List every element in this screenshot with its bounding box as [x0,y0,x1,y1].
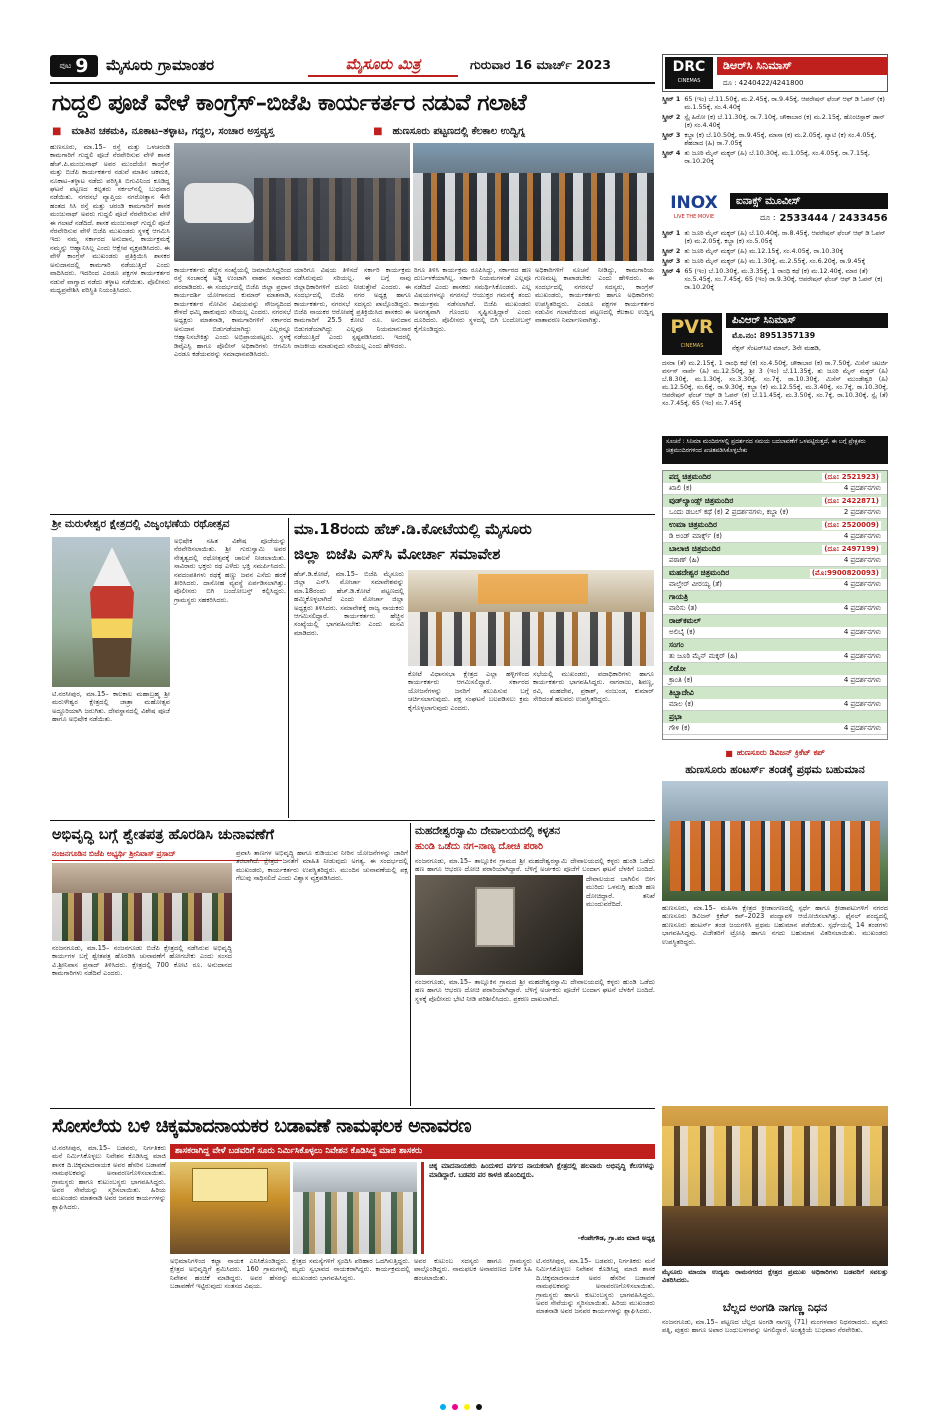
listing-theatre-phone: (ದೂ: 2497199) [824,544,879,553]
cinema-listings [662,470,888,740]
event-caption: ಮೈಸೂರು ಮಾಯಾ ಉದ್ಯಮ ರಾಮನಗರದ ಕ್ಷೇತ್ರದ ಪ್ರಮುಖ ಅಧಿಕಾರಿಗಳು ಬಡವರಿಗೆ ಸವಲತ್ತು ವಿತರಿಸಿದರು. [662,1268,888,1285]
listing-theatre-name: ಬಾಲಾಜಿ ಚಿತ್ರಮಂದಿರ [669,544,721,553]
drc-logo: DRC CINEMAS [665,57,713,89]
event-photo [662,1106,888,1266]
listing-header [663,663,887,675]
masthead-rule [50,82,655,84]
listing-header [663,711,887,723]
listing-row [663,723,887,735]
pvr-title: ಪಿವಿಆರ್ ಸಿನಿಮಾಸ್ [726,313,888,328]
sosale-quote-box [421,1162,655,1254]
pvr-phone: ಮೊ.ನಂ: 8951357139 [732,331,816,340]
sosale-banner: ಶಾಸಕರಾಗಿದ್ದ ವೇಳೆ ಬಡವರಿಗೆ ಸೂರು ನಿರ್ಮಿಸಿಕೊಳ್ಳಲು ನಿವೇಶನ ಕೊಡಿಸಿದ್ದ ಮಾಜಿ ಶಾಸಕರು [170,1144,655,1159]
issue-date: ಗುರುವಾರ 16 ಮಾರ್ಚ್ 2023 [470,57,611,72]
bjp-col-3: ಸಭೆಯಲ್ಲಿ ಮುಖಂಡರು, ಪದಾಧಿಕಾರಿಗಳು ಹಾಗೂ ಕಾರ್ಯಕರ್ತರು ಭಾಗವಹಿಸಿದ್ದರು. ನಾಗರಾಜು, ಶಿವಣ್ಣ, ರವಿ, ಮಹದೇವ, ಪ್ರಕಾಶ್, ನಂಜುಂಡ, ಕುಮಾರ್ ಸೇರಿದಂತೆ ಹಲವರು ಉಪಸ್ಥಿತರಿದ್ದರು. [533,670,654,704]
listing-shows: 4 ಪ್ರದರ್ಶನಗಳು [843,532,881,540]
drc-showtimes [662,95,888,187]
listing-film: ಗೌಳಿ (ಕ) [669,724,691,732]
listing-row [663,651,887,663]
drc-screen-label: ಸ್ಕ್ರೀನ್ 1 [662,95,681,103]
crowd-shape [662,1126,888,1206]
inox-phone: 2533444 / 2433456 [779,212,888,224]
chariot-shape [90,547,134,677]
cricket-photo [662,781,888,901]
cricket-kicker: ಹುಣಸೂರು ಡಿವಿಜನ್ ಕ್ರಿಕೆಟ್ ಕಪ್ [736,748,825,757]
lead-col-4: ರಿಗೂ ತಿಳಿಸಿ ಕಾರ್ಯಕ್ರಮ ರೂಪಿಸಿದ್ದು, ಸರ್ಕಾರದ ಹಣ ದುರ್ಬಳಕೆಯಾಗಿಲ್ಲ. ಸರ್ಕಾರಿ ನಿಯಮಗಳಂತೆ ಎಲ್ಲವೂ ನಡೆದಿದೆ ಎಂದು ಶಾಸಕರು ಸಮರ್ಥಿಸಿಕೊಂಡರು. ಎಲ್ಲ ವಿಷಯಗಳನ್ನೂ ನಗರಸಭೆ ಆಯುಕ್ತರ ಗಮನಕ್ಕೆ ತಂದು ಕಾರ್ಯಕ್ರಮ ನಡೆಸಲಾಗಿದೆ. ಬಿಜೆಪಿ ಮುಖಂಡರು ಅನಗತ್ಯವಾಗಿ ಗೊಂದಲ ಸೃಷ್ಟಿಸುತ್ತಿದ್ದಾರೆ ಎಂದು ದೂರಿದರು. ಪೊಲೀಸರು ಸ್ಥಳದಲ್ಲಿ ಬಿಗಿ ಬಂದೋಬಸ್ತ್ ಕೈಗೊಂಡಿದ್ದರು. [414,266,531,333]
listing-shows: 4 ಪ್ರದರ್ಶನಗಳು [843,580,881,588]
sosale-photo-2 [293,1162,417,1254]
listing-theatre-name: ಸಂಗಂ [669,640,684,649]
page-label: ಪುಟ [59,61,72,70]
listing-theatre-name: ಪ್ರಭಾ [669,712,682,721]
paper-name: ಮೈಸೂರು ಮಿತ್ರ [308,55,458,77]
page-number-badge [50,55,98,77]
listing-film: ಪಠಾಣ್ (ಹಿ) [669,556,700,564]
listing-shows: 2 ಪ್ರದರ್ಶನಗಳು [843,508,881,516]
inox-showtimes [662,229,888,311]
magenta-mark [452,1404,458,1410]
sosale-col-3: ಕ್ಷೇತ್ರದ ಸಮಸ್ಯೆಗಳಿಗೆ ಸ್ಪಂದಿಸಿ ಪರಿಹಾರ ಒದಗಿಸುತ್ತಿದ್ದರು. ಮೃದು ಸ್ವಭಾವದ ನಾಯಕರಾಗಿದ್ದರು. ಕಾರ್ಯಕ್ರಮದಲ್ಲಿ ಮುಖಂಡರು ಭಾಗವಹಿಸಿದ್ದರು. [292,1257,410,1282]
bjp-col-2: ಕೋಟೆ ವಿಧಾನಸಭಾ ಕ್ಷೇತ್ರದ ಎಲ್ಲಾ ಹಳ್ಳಿಗಳಿಂದ ಕಾರ್ಯಕರ್ತರು ಆಗಮಿಸಲಿದ್ದಾರೆ. ಸರ್ಕಾರದ ಯೋಜನೆಗಳನ್ನು ಜನರಿಗೆ ತಲುಪಿಸುವ ಬಗ್ಗೆ ಚರ್ಚಿಸಲಾಗುವುದು. ಪಕ್ಷ ಸಂಘಟನೆ ಬಲಪಡಿಸಲು ಕ್ರಮ ಕೈಗೊಳ್ಳಲಾಗುವುದು ಎಂದರು. [408,670,529,712]
crowd-shape [413,173,654,261]
bullet-icon: ■ [373,125,383,137]
inox-row [662,247,888,255]
inox-screen-label: ಸ್ಕ್ರೀನ್ 2 [662,247,681,255]
divider [50,820,655,821]
lead-sub-2: ಹುಣಸೂರು ಪಟ್ಟಣದಲ್ಲಿ ಕೆಲಕಾಲ ಉದ್ವಿಗ್ನ [392,125,525,137]
drc-screen-times: ಕಬ್ಜಾ (ಕ) ಬೆ.10.50ಕ್ಕೆ, ರಾ.9.45ಕ್ಕೆ, ಮಾಸಾ (ಕ) ಮ.2.05ಕ್ಕೆ, ಪ್ಯಾಟಿ (ಕ) ಸಂ.4.05ಕ್ಕೆ, ಶೆಹಜಾದ (ಹಿ) ರಾ.7.05ಕ್ಕೆ [684,131,877,147]
theft-photo [415,875,583,975]
listing-shows: 4 ಪ್ರದರ್ಶನಗಳು [843,556,881,564]
drc-row [662,95,888,111]
obituary-body: ನಂಜನಗೂಡು, ಮಾ.15– ಪಟ್ಟಣದ ಬೆಲ್ಲದ ಅಂಗಡಿ ನಾಗಣ್ಣ (71) ಮಂಗಳವಾರ ನಿಧನರಾದರು. ಮೃತರು ಪತ್ನಿ, ಪುತ್ರರು ಹಾಗೂ ಅಪಾರ ಬಂಧುಬಳಗವನ್ನು ಅಗಲಿದ್ದಾರೆ. ಅಂತ್ಯಕ್ರಿಯೆ ಬುಧವಾರ ನೆರವೇರಿತು. [662,1318,888,1335]
listing-theatre-name: ವುಡ್‌ಲ್ಯಾಂಡ್ಸ್ ಚಿತ್ರಮಂದಿರ [669,496,734,505]
inox-screen-times: ತು ಜೂಠಿ ಮೈನ್ ಮಕ್ಕರ್ (ಹಿ) ಮ.12.15ಕ್ಕೆ, ಸಂ.4.05ಕ್ಕೆ, ರಾ.10.30ಕ್ಕೆ [684,247,844,255]
listing-shows: 4 ಪ್ರದರ್ಶನಗಳು [843,652,881,660]
sosale-col-5: ಟಿ.ನರಸೀಪುರ, ಮಾ.15– ಬಡವರು, ನಿರ್ಗತಿಕರು ಮನೆ ನಿರ್ಮಿಸಿಕೊಳ್ಳಲು ನಿವೇಶನ ಕೊಡಿಸಿದ್ದ ಮಾಜಿ ಶಾಸಕ ದಿ.ಚಿಕ್ಕಮಾದನಾಯಕ ಅವರ ಹೆಸರಿನ ಬಡಾವಣೆ ನಾಮಫಲಕವನ್ನು ಅನಾವರಣಗೊಳಿಸಲಾಯಿತು. ಗ್ರಾಮಸ್ಥರು ಹಾಗೂ ಕುಟುಂಬಸ್ಥರು ಭಾಗವಹಿಸಿದ್ದರು. ಅವರ ಸೇವೆಯನ್ನು ಸ್ಮರಿಸಲಾಯಿತು. ಹಿರಿಯ ಮುಖಂಡರು ಮಾತನಾಡಿ ಅವರ ಜನಪರ ಕಾರ್ಯಗಳನ್ನು ಶ್ಲಾಘಿಸಿದರು. [536,1257,655,1316]
yellow-mark [464,1404,470,1410]
inox-screen-label: ಸ್ಕ್ರೀನ್ 4 [662,267,681,275]
listing-row [663,531,887,543]
obituary-headline: ಬೆಲ್ಲದ ಅಂಗಡಿ ನಾಗಣ್ಣ ನಿಧನ [722,1301,828,1314]
listing-shows: 4 ಪ್ರದರ್ಶನಗಳು [843,628,881,636]
lead-photo-2 [413,143,654,261]
listing-header [663,687,887,699]
cyan-mark [440,1404,446,1410]
listing-row [663,699,887,711]
listing-theatre-name: ಗಾಯತ್ರಿ [669,592,689,601]
crowd-shape [408,612,654,666]
listing-header [663,639,887,651]
lead-subheads [52,122,655,140]
pvr-note: ಸೂಚನೆ : ಸಿನಿಮಾ ಮಂದಿರಗಳಲ್ಲಿ ಪ್ರದರ್ಶನದ ಸಮಯ ಬದಲಾವಣೆಗೆ ಒಳಪಟ್ಟಿರುತ್ತದೆ, ಈ ಬಗ್ಗೆ ಪ್ರೇಕ್ಷಕರು ಚಿತ್ರಮಂದಿರಗಳಿಂದ ಖಚಿತಪಡಿಸಿಕೊಳ್ಳಬೇಕು [662,436,888,464]
crowd-shape [254,178,410,261]
vertical-divider [288,518,289,818]
listing-shows: 4 ಪ್ರದರ್ಶನಗಳು [843,484,881,492]
listing-theatre-name: ಉಮಾ ಚಿತ್ರಮಂದಿರ [669,520,717,529]
listing-theatre-name: ಮಹದೇಶ್ವರ ಚಿತ್ರಮಂದಿರ [669,568,730,577]
divider [50,514,655,515]
listing-film: ಒಂದು ಡಬಲ್ ಕಥೆ (ಕ) 2 ಪ್ರದರ್ಶನಗಳು, ಕಬ್ಜಾ (ಕ) [669,508,789,516]
inox-screen-label: ಸ್ಕ್ರೀನ್ 3 [662,257,681,265]
crowd-shape [52,893,232,941]
inox-header [662,193,888,227]
temple-photo [52,537,170,687]
plaque-shape [192,1168,268,1202]
listing-film: ಕ್ರಾಂತಿ (ಕ) [669,676,693,684]
masthead [50,53,655,81]
sosale-photo-1 [170,1162,290,1254]
listing-film: ತು ಜೂಠಿ ಮೈನ್ ಮಕ್ಕರ್ (ಹಿ) [669,652,738,660]
listing-row [663,555,887,567]
section-title: ಮೈಸೂರು ಗ್ರಾಮಾಂತರ [106,56,215,74]
listing-film: ಅಲಿಬೈ (ಕ) [669,628,696,636]
bjp-headline-2: ಜಿಲ್ಲಾ ಬಿಜೆಪಿ ಎಸ್‌ಸಿ ಮೋರ್ಚಾ ಸಮಾವೇಶ [294,545,501,563]
listing-header [663,471,887,483]
listing-header [663,519,887,531]
pvr-header [662,313,888,357]
listing-row [663,627,887,639]
listing-theatre-phone: (ದೂ: 2422871) [824,496,879,505]
listing-row [663,675,887,687]
listing-header [663,591,887,603]
inox-screen-label: ಸ್ಕ್ರೀನ್ 1 [662,229,681,237]
drc-screen-label: ಸ್ಕ್ರೀನ್ 2 [662,113,681,121]
listing-film: ಡಿ ಅಂಡ್ ಮಾರ್ಕ್ಸ್ (ಕ) [669,532,722,540]
shwetha-photo [52,863,232,941]
theft-col-3: ನಂಜನಗೂಡು, ಮಾ.15– ತಾಲ್ಲೂಕಿನ ಗ್ರಾಮದ ಶ್ರೀ ಮಹದೇಶ್ವರಸ್ವಾಮಿ ದೇವಾಲಯದಲ್ಲಿ ಕಳ್ಳರು ಹುಂಡಿ ಒಡೆದು ಹಣ ಹಾಗೂ ಆಭರಣ ದೋಚಿ ಪರಾರಿಯಾಗಿದ್ದಾರೆ. ಬೆಳಿಗ್ಗೆ ಅರ್ಚಕರು ಪೂಜೆಗೆ ಬಂದಾಗ ಘಟನೆ ಬೆಳಕಿಗೆ ಬಂದಿದೆ. ಸ್ಥಳಕ್ಕೆ ಪೊಲೀಸರು ಭೇಟಿ ನೀಡಿ ಪರಿಶೀಲಿಸಿದರು. ಪ್ರಕರಣ ದಾಖಲಾಗಿದೆ. [415,978,655,1003]
drc-screen-times: 65 (ಇಂ) ಬೆ.11.50ಕ್ಕೆ, ಮ.2.45ಕ್ಕೆ, ರಾ.9.45ಕ್ಕೆ, ಆಪರೇಷನ್ ಫೆಂಚ್ ಆಫ್ ಡಿ ಓಪನ್ (ಕ) ಮ.1.55ಕ್ಕೆ, ಸಂ.4.40ಕ್ಕೆ [684,95,885,111]
lead-headline: ಗುದ್ದಲಿ ಪೂಜೆ ವೇಳೆ ಕಾಂಗ್ರೆಸ್–ಬಿಜೆಪಿ ಕಾರ್ಯಕರ್ತರ ನಡುವೆ ಗಲಾಟೆ [52,90,527,116]
theft-col-1: ನಂಜನಗೂಡು, ಮಾ.15– ತಾಲ್ಲೂಕಿನ ಗ್ರಾಮದ ಶ್ರೀ ಮಹದೇಶ್ವರಸ್ವಾಮಿ ದೇವಾಲಯದಲ್ಲಿ ಕಳ್ಳರು ಹುಂಡಿ ಒಡೆದು ಹಣ ಹಾಗೂ ಆಭರಣ ದೋಚಿ ಪರಾರಿಯಾಗಿದ್ದಾರೆ. ಬೆಳಿಗ್ಗೆ ಅರ್ಚಕರು ಪೂಜೆಗೆ ಬಂದಾಗ ಘಟನೆ ಬೆಳಕಿಗೆ ಬಂದಿದೆ. [415,857,655,874]
black-mark [476,1404,482,1410]
inox-row [662,267,888,291]
listing-header [663,495,887,507]
inox-phone-row: ದೂ : 2533444 / 2433456 [760,212,888,224]
listing-row [663,483,887,495]
cricket-headline: ಹುಣಸೂರು ಹಂಟರ್ಸ್ ತಂಡಕ್ಕೆ ಪ್ರಥಮ ಬಹುಮಾನ [685,763,865,776]
listing-shows: 4 ಪ್ರದರ್ಶನಗಳು [843,676,881,684]
lead-sub-1: ಮಾತಿನ ಚಕಮಕಿ, ನೂಕಾಟ–ತಳ್ಳಾಟ, ಗದ್ದಲ, ಸಂಚಾರ ಅಸ್ತವ್ಯಸ್ತ [71,125,274,137]
bjp-col-1: ಹೆಚ್.ಡಿ.ಕೋಟೆ, ಮಾ.15– ಬಿಜೆಪಿ ಮೈಸೂರು ಜಿಲ್ಲಾ ಎಸ್‌ಸಿ ಮೋರ್ಚಾ ಸಮಾವೇಶವನ್ನು ಮಾ.18ರಂದು ಹೆಚ್.ಡಿ.ಕೋಟೆ ಪಟ್ಟಣದಲ್ಲಿ ಹಮ್ಮಿಕೊಳ್ಳಲಾಗಿದೆ ಎಂದು ಮೋರ್ಚಾ ಜಿಲ್ಲಾ ಅಧ್ಯಕ್ಷರು ತಿಳಿಸಿದರು. ಸಮಾವೇಶಕ್ಕೆ ರಾಜ್ಯ ನಾಯಕರು ಆಗಮಿಸಲಿದ್ದಾರೆ. ಕಾರ್ಯಕರ್ತರು ಹೆಚ್ಚಿನ ಸಂಖ್ಯೆಯಲ್ಲಿ ಭಾಗವಹಿಸಬೇಕು ಎಂದು ಮನವಿ ಮಾಡಿದರು. [294,570,404,637]
crowd-shape [293,1192,417,1254]
temple-headline: ಶ್ರೀ ಮರುಳೇಶ್ವರ ಕ್ಷೇತ್ರದಲ್ಲಿ ವಿಜೃಂಭಣೆಯ ರಥೋತ್ಸವ [52,518,230,530]
lead-photo-1 [174,143,410,261]
registration-marks [440,1404,500,1412]
listing-header [663,543,887,555]
sosale-col-1: ಟಿ.ನರಸೀಪುರ, ಮಾ.15– ಬಡವರು, ನಿರ್ಗತಿಕರು ಮನೆ ನಿರ್ಮಿಸಿಕೊಳ್ಳಲು ನಿವೇಶನ ಕೊಡಿಸಿದ್ದ ಮಾಜಿ ಶಾಸಕ ದಿ.ಚಿಕ್ಕಮಾದನಾಯಕ ಅವರ ಹೆಸರಿನ ಬಡಾವಣೆ ನಾಮಫಲಕವನ್ನು ಅನಾವರಣಗೊಳಿಸಲಾಯಿತು. ಗ್ರಾಮಸ್ಥರು ಹಾಗೂ ಕುಟುಂಬಸ್ಥರು ಭಾಗವಹಿಸಿದ್ದರು. ಅವರ ಸೇವೆಯನ್ನು ಸ್ಮರಿಸಲಾಯಿತು. ಹಿರಿಯ ಮುಖಂಡರು ಮಾತನಾಡಿ ಅವರ ಜನಪರ ಕಾರ್ಯಗಳನ್ನು ಶ್ಲಾಘಿಸಿದರು. [52,1144,166,1211]
listing-row [663,579,887,591]
listing-header [663,615,887,627]
listing-shows: 4 ಪ್ರದರ್ಶನಗಳು [843,700,881,708]
bullet-icon: ■ [725,748,733,758]
bjp-photo [408,570,654,666]
bullet-icon: ■ [52,125,62,137]
drc-row [662,113,888,129]
listing-film: ವಾಲ್ತೇರ್ ವೀರಯ್ಯ (ತೆ) [669,580,722,588]
listing-shows: 4 ಪ್ರದರ್ಶನಗಳು [843,724,881,732]
cricket-body: ಹುಣಸೂರು, ಮಾ.15– ಮಹಿಳಾ ಕ್ಷೇತ್ರದ ಕ್ರೀಡಾಂಗಣದಲ್ಲಿ ಸ್ಪರ್ಧೆ ಹಾಗೂ ಕ್ರೀಡಾಪಟುಗಳಿಗೆ ನಗರದ ಹುಣಸೂರು ಡಿವಿಜನ್ ಕ್ರಿಕೆಟ್ ಕಪ್–2023 ಪಂದ್ಯಾವಳಿ ಆಯೋಜಿಸಲಾಗಿತ್ತು. ಫೈನಲ್ ಪಂದ್ಯದಲ್ಲಿ ಹುಣಸೂರು ಹಂಟರ್ಸ್ ತಂಡ ಜಯಗಳಿಸಿ ಪ್ರಥಮ ಬಹುಮಾನ ಪಡೆಯಿತು. ಸ್ಪರ್ಧೆಯಲ್ಲಿ 14 ತಂಡಗಳು ಭಾಗವಹಿಸಿದ್ದವು. ವಿಜೇತರಿಗೆ ಟ್ರೋಫಿ ಹಾಗೂ ನಗದು ಬಹುಮಾನ ವಿತರಿಸಲಾಯಿತು. ಮುಖಂಡರು ಉಪಸ್ಥಿತರಿದ್ದರು. [662,904,888,946]
inox-screen-times: 65 (ಇಂ) ಬೆ.10.30ಕ್ಕೆ, ಮ.3.35ಕ್ಕೆ, 1 ರಾಂಧಿ ಕಥೆ (ಕ) ಮ.12.40ಕ್ಕೆ, ಮಾರ (ತೆ) ಸಂ.5.45ಕ್ಕೆ, ಸಂ.7.45ಕ್ಕೆ, 65 (ಇಂ) ರಾ.9.30ಕ್ಕೆ, ಆಪರೇಷನ್ ಫೆಂಚ್ ಆಫ್ ಡಿ ಓಪನ್ (ಕ) ರಾ.10.20ಕ್ಕೆ [684,267,883,291]
listing-film: ಖಾಲಿ (ಕ) [669,484,692,492]
inox-title: ಐನಾಕ್ಸ್ ಮೂವೀಸ್ [730,193,888,209]
drc-header [662,54,888,92]
listing-theatre-name: ತಿಬ್ಬಾದೇವಿ [669,688,694,697]
listing-theatre-phone: (ದೂ: 2520009) [824,520,879,529]
temple-col-2: ಅಭಿಷೇಕ ಸಹಿತ ವಿಶೇಷ ಪೂಜೆಯನ್ನು ನೆರವೇರಿಸಲಾಯಿತು. ಶ್ರೀ ಗುರುಸ್ವಾಮಿ ಅವರ ನೇತೃತ್ವದಲ್ಲಿ ರಥೋತ್ಸವಕ್ಕೆ ಚಾಲನೆ ನೀಡಲಾಯಿತು. ಸಾವಿರಾರು ಭಕ್ತರು ರಥ ಎಳೆದು ಭಕ್ತಿ ಸಮರ್ಪಿಸಿದರು. ನವದಂಪತಿಗಳು ರಥಕ್ಕೆ ಹಣ್ಣು ಜವನ ಎಸೆದು ಹರಕೆ ತೀರಿಸಿದರು. ದಾಸೋಹ ವ್ಯವಸ್ಥೆ ಏರ್ಪಡಿಸಲಾಗಿತ್ತು. ಪೊಲೀಸರು ಬಿಗಿ ಬಂದೋಬಸ್ತ್ ಕಲ್ಪಿಸಿದ್ದರು. ಗ್ರಾಮಸ್ಥರು ಸಹಕರಿಸಿದರು. [174,537,286,604]
listing-row [663,507,887,519]
shwetha-col-1: ನಂಜನಗೂಡು, ಮಾ.15– ನಂಜನಗೂಡು ಬಿಜೆಪಿ ಕ್ಷೇತ್ರದಲ್ಲಿ ನಡೆಸಿರುವ ಅಭಿವೃದ್ಧಿ ಕಾರ್ಯಗಳ ಬಗ್ಗೆ ಶ್ವೇತಪತ್ರ ಹೊರಡಿಸಿ ಚುನಾವಣೆಗೆ ಹೋಗಬೇಕು ಎಂದು ಸಂಸದ ವಿ.ಶ್ರೀನಿವಾಸ ಪ್ರಸಾದ್ ತಿಳಿಸಿದರು. ಕ್ಷೇತ್ರದಲ್ಲಿ 700 ಕೋಟಿ ರೂ. ಅನುದಾನದ ಕಾಮಗಾರಿಗಳು ನಡೆದಿವೆ ಎಂದರು. [52,944,232,978]
sosale-quote-attrib: –ಕೆಂಪೇಗೌಡ, ಗ್ರಾ.ಪಂ ಮಾಜಿ ಅಧ್ಯಕ್ಷ [577,1234,655,1242]
shwetha-col-2: ಪ್ರವಾಸಿ ತಾಣಗಳ ಅಭಿವೃದ್ಧಿ ಹಾಗೂ ಕುಡಿಯುವ ನೀರಿನ ಯೋಜನೆಗಳನ್ನು ಜಾರಿಗೆ ತರಲಾಗಿದೆ. ಕ್ಷೇತ್ರದ ಜನತೆಗೆ ಮಾಹಿತಿ ನೀಡುವುದು ಅಗತ್ಯ. ಈ ಸಂದರ್ಭದಲ್ಲಿ ಮುಖಂಡರು, ಕಾರ್ಯಕರ್ತರು ಉಪಸ್ಥಿತರಿದ್ದರು. ಮುಂದಿನ ಚುನಾವಣೆಯಲ್ಲಿ ಪಕ್ಷ ಗೆಲುವು ಸಾಧಿಸಲಿದೆ ಎಂದು ವಿಶ್ವಾಸ ವ್ಯಕ್ತಪಡಿಸಿದರು. [236,849,408,883]
listing-row [663,603,887,615]
listing-header [663,567,887,579]
banner-shape [478,574,588,604]
car-shape [184,183,254,223]
inox-screen-times: ತು ಜೂಠಿ ಮೈನ್ ಮಕ್ಕರ್ (ಹಿ) ಬೆ.10.40ಕ್ಕೆ, ರಾ.8.45ಕ್ಕೆ, ಆಪರೇಷನ್ ಫೆಂಚ್ ಆಫ್ ಡಿ ಓಪನ್ (ಕ) ಮ.2.05ಕ್ಕೆ, ಕಬ್ಜಾ (ಕ) ಸಂ.5.05ಕ್ಕೆ [684,229,886,245]
lead-col-1: ಹುಣಸೂರು, ಮಾ.15– ರಸ್ತೆ ಮತ್ತು ಒಳಚರಂಡಿ ಕಾಮಗಾರಿಗೆ ಗುದ್ದಲಿ ಪೂಜೆ ನೆರವೇರಿಸುವ ವೇಳೆ ಶಾಸಕ ಹೆಚ್.ಪಿ.ಮಂಜುನಾಥ್ ಅವರ ಮುಂದೆಯೇ ಕಾಂಗ್ರೆಸ್ ಮತ್ತು ಬಿಜೆಪಿ ಕಾರ್ಯಕರ್ತರ ನಡುವೆ ಮಾತಿನ ಚಕಮಕಿ, ನೂಕಾಟ–ತಳ್ಳಾಟ ನಡೆದು ಪರಿಸ್ಥಿತಿ ಬಿಗುವಿನಿಂದ ಕೂಡಿದ್ದ ಘಟನೆ ಪಟ್ಟಣದ ಕಲ್ಪತರು ಸರ್ಕಲ್‌ನಲ್ಲಿ ಬುಧವಾರ ನಡೆಯಿತು. ನಗರಸಭೆ ವ್ಯಾಪ್ತಿಯ ನಗರೋತ್ಥಾನ 4ನೇ ಹಂತದ ಸಿಸಿ ರಸ್ತೆ ಮತ್ತು ಚರಂಡಿ ಕಾಮಗಾರಿಗೆ ಶಾಸಕ ಮಂಜುನಾಥ್ ಅವರು ಗುದ್ದಲಿ ಪೂಜೆ ನೆರವೇರಿಸುವ ವೇಳೆ ಈ ಗಲಾಟೆ ನಡೆದಿದೆ. ಶಾಸಕ ಮಂಜುನಾಥ್ ಗುದ್ದಲಿ ಪೂಜೆ ನೆರವೇರಿಸುವ ವೇಳೆ ಬಿಜೆಪಿ ಮುಖಂಡರು ಸ್ಥಳಕ್ಕೆ ಆಗಮಿಸಿ ಇದು ನಮ್ಮ ಸರ್ಕಾರದ ಅನುದಾನ, ಕಾರ್ಯಕ್ರಮಕ್ಕೆ ನಮ್ಮನ್ನು ಆಹ್ವಾನಿಸಿಲ್ಲ ಎಂದು ಆಕ್ಷೇಪ ವ್ಯಕ್ತಪಡಿಸಿದರು. ಈ ವೇಳೆ ಕಾಂಗ್ರೆಸ್ ಮುಖಂಡರು ಪ್ರತಿಕ್ರಿಯಿಸಿ ಶಾಸಕರ ಅನುದಾನದಲ್ಲಿ ಕಾಮಗಾರಿ ನಡೆಯುತ್ತಿದೆ ಎಂದು ವಾದಿಸಿದರು. ಇದರಿಂದ ಎರಡೂ ಪಕ್ಷಗಳ ಕಾರ್ಯಕರ್ತರ ನಡುವೆ ವಾಗ್ವಾದ ನಡೆದು ತಳ್ಳಾಟ ನಡೆಯಿತು. ಪೊಲೀಸರು ಮಧ್ಯಪ್ರವೇಶಿಸಿ ಪರಿಸ್ಥಿತಿ ನಿಯಂತ್ರಿಸಿದರು. [50,143,170,294]
listing-theatre-name: ಲಿಡೋ [669,664,686,673]
inox-row [662,257,888,265]
lead-col-5: ಅಧಿಕಾರಿಗಳಿಗೆ ಸೂಚನೆ ನೀಡಿದ್ದು, ಕಾಮಗಾರಿಯ ಗುಣಮಟ್ಟ ಕಾಪಾಡಬೇಕು ಎಂದು ಹೇಳಿದರು. ಈ ಸಂದರ್ಭದಲ್ಲಿ ನಗರಸಭೆ ಸದಸ್ಯರು, ಕಾಂಗ್ರೆಸ್ ಮುಖಂಡರು, ಕಾರ್ಯಕರ್ತರು ಹಾಗೂ ಅಧಿಕಾರಿಗಳು ಉಪಸ್ಥಿತರಿದ್ದರು. ಎರಡೂ ಪಕ್ಷಗಳ ಕಾರ್ಯಕರ್ತರ ನಡುವಿನ ಗಲಾಟೆಯಿಂದ ಪಟ್ಟಣದಲ್ಲಿ ಕೆಲಕಾಲ ಉದ್ವಿಗ್ನ ವಾತಾವರಣ ನಿರ್ಮಾಣವಾಗಿತ್ತು. [535,266,654,325]
shwetha-headline: ಅಭಿವೃದ್ಧಿ ಬಗ್ಗೆ ಶ್ವೇತಪತ್ರ ಹೊರಡಿಸಿ ಚುನಾವಣೆಗೆ [52,827,274,843]
shwetha-kicker: ನಂಜನಗೂಡಿನ ಬಿಜೆಪಿ ಅಭ್ಯರ್ಥಿ ಶ್ರೀನಿವಾಸ್ ಪ್ರಸಾದ್ [52,849,282,861]
drc-row [662,149,888,165]
listing-theatre-name: ರಾಜ್‌ಕಮಲ್ [669,616,701,625]
bjp-headline-1: ಮಾ.18ರಂದು ಹೆಚ್.ಡಿ.ಕೋಟೆಯಲ್ಲಿ ಮೈಸೂರು [294,520,532,538]
inox-row [662,229,888,245]
vertical-divider [410,823,411,1106]
hundi-box-shape [475,887,515,947]
sosale-headline: ಸೋಸಲೆಯ ಬಳಿ ಚಿಕ್ಕಮಾದನಾಯಕರ ಬಡಾವಣೆ ನಾಮಫಲಕ ಅನಾವರಣ [52,1115,472,1137]
drc-screen-label: ಸ್ಕ್ರೀನ್ 3 [662,131,681,139]
listing-theatre-phone: (ಮೊ:9900820093) [811,568,879,577]
drc-title: ಡಿಆರ್‌ಸಿ ಸಿನಿಮಾಸ್ [717,57,887,75]
drc-row [662,131,888,147]
listing-film: ವಾರಿಸು (ತ) [669,604,698,612]
theft-headline-1: ಮಹದೇಶ್ವರಸ್ವಾಮಿ ದೇವಾಲಯದಲ್ಲಿ ಕಳ್ಳತನ [415,825,561,837]
page-number: 9 [75,55,89,77]
pvr-showtimes: ದಸರಾ (ತೆ) ಮ.2.15ಕ್ಕೆ, 1 ರಾಂಧಿ ಕಥೆ (ಕ) ಸಂ.4.50ಕ್ಕೆ, ಚೌಕಾಬಾರ (ಕ) ರಾ.7.50ಕ್ಕೆ, ಮಿಸೆಸ್ ಚಟರ್ಜಿ ವರ್ಸಸ್ ನಾರ್ವೆ (ಹಿ) ಮ.12.50ಕ್ಕೆ, ಶ್ರೀ 3 (ಇಂ) ಬೆ.11.35ಕ್ಕೆ, ತು ಜೂಠಿ ಮೈನ್ ಮಕ್ಕರ್ (ಹಿ) ಬೆ.8.30ಕ್ಕೆ, ಮ.1.30ಕ್ಕೆ, ಸಂ.3.30ಕ್ಕೆ, ಸಂ.7ಕ್ಕೆ, ರಾ.10.30ಕ್ಕೆ, ಮಿಸೆಸ್ ಮುಂಡೇಶ್ವರಿ (ಹಿ) ಮ.12.50ಕ್ಕೆ, ಸಂ.6ಕ್ಕೆ, ರಾ.9.30ಕ್ಕೆ, ಕಬ್ಜಾ (ಕ) ಮ.12.55ಕ್ಕೆ, ಮ.3.40ಕ್ಕೆ, ಸಂ.7ಕ್ಕೆ, ರಾ.10.30ಕ್ಕೆ, ಆಪರೇಷನ್ ಫೆಂಚ್ ಆಫ್ ಡಿ ಓಪನ್ (ಕ) ಬೆ.11.45ಕ್ಕೆ, ಮ.3.50ಕ್ಕೆ, ಸಂ.7ಕ್ಕೆ, ರಾ.10.30ಕ್ಕೆ, ಸ್ಪೈ (ತೆ) ಸಂ.7.45ಕ್ಕೆ, 65 (ಇಂ) ಸಂ.7.45ಕ್ಕೆ [662,360,888,407]
lead-col-3: ಯಾರಿಗೂ ವಿಷಯ ತಿಳಿಸದೆ ಸರ್ಕಾರಿ ಕಾರ್ಯಕ್ರಮ ನಡೆಸಿರುವುದು ಸರಿಯಲ್ಲ. ಈ ಬಗ್ಗೆ ನಾವು ಜಿಲ್ಲಾಧಿಕಾರಿಗಳಿಗೆ ದೂರು ನೀಡುತ್ತೇವೆ ಎಂದರು. ಈ ಸಂದರ್ಭದಲ್ಲಿ ಬಿಜೆಪಿ ನಗರ ಅಧ್ಯಕ್ಷ ಹಾಗೂ ಕಾರ್ಯಕರ್ತರು, ನಗರಸಭೆ ಸದಸ್ಯರು ಪಾಲ್ಗೊಂಡಿದ್ದರು. ಬಿಜೆಪಿ ನಾಯಕರ ಆರೋಪಕ್ಕೆ ಪ್ರತಿಕ್ರಿಯಿಸಿದ ಶಾಸಕರು ಈ ಕಾಮಗಾರಿಗೆ 25.5 ಕೋಟಿ ರೂ. ಅನುದಾನ ಬಿಡುಗಡೆಯಾಗಿದ್ದು ಎಲ್ಲವೂ ನಿಯಮಾನುಸಾರ ನಡೆಯುತ್ತಿದೆ ಎಂದು ಸ್ಪಷ್ಟಪಡಿಸಿದರು. ಇದರಲ್ಲಿ ರಾಜಕೀಯ ಮಾಡುವುದು ಸರಿಯಲ್ಲ ಎಂದು ಹೇಳಿದರು. [294,266,411,350]
pvr-address: ನೆಕ್ಸಸ್ ಸೆಂಟರ್‌ಸಿಟಿ ಮಾಲ್, 3ನೇ ಮಹಡಿ, [732,344,821,352]
theft-col-2: ದೇವಾಲಯದ ಬಾಗಿಲಿನ ಬೀಗ ಮುರಿದು ಒಳನುಗ್ಗಿ ಹುಂಡಿ ಹಣ ದೋಚಿದ್ದಾರೆ. ತನಿಖೆ ಮುಂದುವರೆದಿದೆ. [586,875,655,909]
drc-phone: ದೂ : 4240422/4241800 [723,79,804,87]
temple-col-1: ಟಿ.ನರಸೀಪುರ, ಮಾ.15– ಕಾಲಕಾಲ ಮಹಾಬ್ರಹ್ಮ ಶ್ರೀ ಮರುಳೇಶ್ವರ ಕ್ಷೇತ್ರದಲ್ಲಿ ಜಾತ್ರಾ ಮಹೋತ್ಸವ ಅದ್ದೂರಿಯಾಗಿ ಜರುಗಿತು. ದೇವಸ್ಥಾನದಲ್ಲಿ ವಿಶೇಷ ಪೂಜೆ ಹಾಗೂ ಅಭಿಷೇಕ ನಡೆಯಿತು. [52,690,170,724]
cricket-kicker-row [662,746,888,760]
sosale-col-4: ಅವರ ಕುಟುಂಬ ಸದಸ್ಯರು ಹಾಗೂ ಗ್ರಾಮಸ್ಥರು ಪಾಲ್ಗೊಂಡಿದ್ದರು. ನಾಮಫಲಕ ಅನಾವರಣದ ಬಳಿಕ ಸಿಹಿ ಹಂಚಲಾಯಿತು. [414,1257,532,1282]
team-shape [670,821,880,891]
listing-film: ಮಾಲ (ಕ) [669,700,694,708]
inox-screen-times: ತು ಜೂಠಿ ಮೈನ್ ಮಕ್ಕರ್ (ಹಿ) ಮ.1.30ಕ್ಕೆ, ಮ.2.55ಕ್ಕೆ, ಸಂ.6.20ಕ್ಕೆ, ರಾ.9.45ಕ್ಕೆ [684,257,866,265]
sosale-col-2: ಅಭಿಮಾನಿಗಳಿಂದ ಕಟ್ಟಾ ನಾಯಕ ಎನಿಸಿಕೊಂಡಿದ್ದರು. ಕ್ಷೇತ್ರದ ಅಭಿವೃದ್ಧಿಗೆ ಶ್ರಮಿಸಿದರು. 160 ಗ್ರಾಮಗಳಲ್ಲಿ ನಿವೇಶನ ಹಂಚಿಕೆ ಮಾಡಿದ್ದರು. ಅವರ ಹೆಸರನ್ನು ಬಡಾವಣೆಗೆ ಇಟ್ಟಿರುವುದು ಸಂತಸದ ವಿಷಯ. [170,1257,288,1291]
drc-screen-label: ಸ್ಕ್ರೀನ್ 4 [662,149,681,157]
inox-logo: INOX LIVE THE MOVIE [670,193,718,220]
divider [50,1108,655,1109]
sosale-quote: ಚಿಕ್ಕ ಮಾದನಾಯಕರು ಹಿಂದುಳಿದ ವರ್ಗದ ನಾಯಕರಾಗಿ ಕ್ಷೇತ್ರದಲ್ಲಿ ಹಲವಾರು ಅಭಿವೃದ್ಧಿ ಕೆಲಸಗಳನ್ನು ಮಾಡಿದ್ದಾರೆ. ಬಡವರ ಪರ ಕಾಳಜಿ ಹೊಂದಿದ್ದರು. [429,1162,655,1179]
pvr-logo: PVR CINEMAS [662,313,722,355]
listing-theatre-phone: (ದೂ: 2521923) [824,472,879,481]
listing-shows: 4 ಪ್ರದರ್ಶನಗಳು [843,604,881,612]
lead-col-2: ಕಾರ್ಯಕರ್ತರು ಹೆಚ್ಚಿನ ಸಂಖ್ಯೆಯಲ್ಲಿ ಜಮಾಯಿಸಿದ್ದರಿಂದ ರಸ್ತೆ ಸಂಚಾರಕ್ಕೆ ಅಡ್ಡಿ ಉಂಟಾಗಿ ವಾಹನ ಸವಾರರು ಪರದಾಡಿದರು. ಈ ಸಂದರ್ಭದಲ್ಲಿ ಬಿಜೆಪಿ ಜಿಲ್ಲಾ ಪ್ರಧಾನ ಕಾರ್ಯದರ್ಶಿ ಯೋಗಾನಂದ ಕುಮಾರ್ ಮಾತನಾಡಿ, ಕಾರ್ಯಕರ್ತರ ನೋವಿನ ವಿಷಯವನ್ನು ಸೌಜನ್ಯದಿಂದ ಕೇಳದೆ ಧಮ್ಕಿ ಹಾಕುವುದು ಸರಿಯಲ್ಲ ಎಂದರು. ನಗರಸಭೆ ಅಧ್ಯಕ್ಷರು ಮಾತನಾಡಿ, ಕಾಮಗಾರಿಗಳಿಗೆ ಸರ್ಕಾರದ ಅನುದಾನ ಬಿಡುಗಡೆಯಾಗಿದ್ದು ಎಲ್ಲರನ್ನೂ ಆಹ್ವಾನಿಸಬೇಕಿತ್ತು ಎಂದು ಅಭಿಪ್ರಾಯಪಟ್ಟರು. ಸ್ಥಳಕ್ಕೆ ಡಿವೈಎಸ್ಪಿ ಹಾಗೂ ಪೊಲೀಸ್ ಅಧಿಕಾರಿಗಳು ಆಗಮಿಸಿ ಎರಡೂ ಕಡೆಯವರನ್ನು ಸಮಾಧಾನಪಡಿಸಿದರು. [174,266,291,359]
theft-headline-2: ಹುಂಡಿ ಒಡೆದು ನಗ–ನಾಣ್ಯ ದೋಚಿ ಪರಾರಿ [415,841,544,852]
drc-screen-times: ಸ್ಪೈ ಹಿರೋ (ಕ) ಬೆ.11.30ಕ್ಕೆ, ರಾ.7.10ಕ್ಕೆ, ಚೌಕಾಬಾರ (ಕ) ಮ.2.15ಕ್ಕೆ, ಹೊಂಚಿಸ್ಪಾಕ್ ಡಾನ್ (ಕ) ಸಂ.4.40ಕ್ಕೆ [684,113,885,129]
drc-screen-times: ತು ಜೂಠಿ ಮೈನ್ ಮಕ್ಕರ್ (ಹಿ) ಬೆ.10.30ಕ್ಕೆ, ಮ.1.05ಕ್ಕೆ, ಸಂ.4.05ಕ್ಕೆ, ರಾ.7.15ಕ್ಕೆ, ರಾ.10.20ಕ್ಕೆ [684,149,870,165]
listing-theatre-name: ಪದ್ಮ ಚಿತ್ರಮಂದಿರ [669,472,711,481]
